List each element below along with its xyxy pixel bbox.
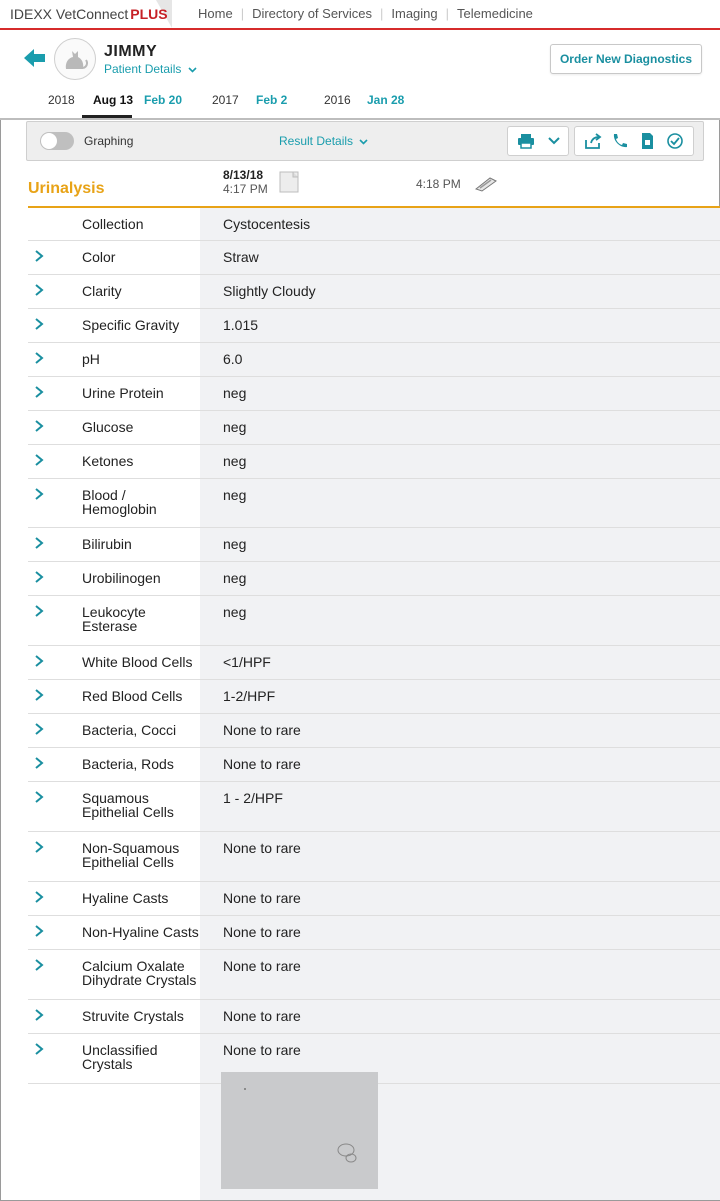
row-value: None to rare [223,958,301,974]
patient-details-dropdown[interactable] [104,62,197,76]
chevron-right-icon[interactable] [34,420,44,432]
patient-details-label: Patient Details [104,62,182,76]
chevron-down-icon[interactable] [545,133,563,149]
date-tab-year: 2017 [212,93,239,107]
row-label: Leukocyte Esterase [82,604,146,634]
row-value: 6.0 [223,351,243,367]
row-value: None to rare [223,840,301,856]
table-row[interactable] [28,479,720,528]
patient-name: JIMMY [104,43,158,60]
row-value: None to rare [223,924,301,940]
row-label: Clarity [82,283,122,299]
chevron-right-icon[interactable] [34,318,44,330]
result-details-label: Result Details [279,134,354,148]
row-label: Urobilinogen [82,570,161,586]
row-label: Bacteria, Rods [82,756,174,772]
chevron-right-icon[interactable] [34,1043,44,1055]
share-icon[interactable] [584,133,602,149]
table-row[interactable] [28,882,720,916]
row-value: Cystocentesis [223,216,311,232]
date-tab[interactable]: Feb 20 [144,93,183,107]
row-value: <1/HPF [223,654,271,670]
row-label: Bilirubin [82,536,132,552]
row-value: neg [223,385,247,401]
table-row[interactable] [28,445,720,479]
chevron-right-icon[interactable] [34,605,44,617]
row-value: None to rare [223,1042,301,1058]
brand-plus: PLUS [130,6,168,22]
chevron-right-icon[interactable] [34,925,44,937]
table-row[interactable] [28,680,720,714]
microscopy-crystal-image [221,1072,378,1189]
header-divider [0,118,720,120]
table-row[interactable] [28,596,720,646]
row-value: neg [223,453,247,469]
date-tabs [0,86,720,118]
cat-icon [55,39,95,79]
row-label: Ketones [82,453,134,469]
toggle-knob [41,133,57,149]
table-row[interactable] [28,832,720,882]
row-label: Unclassified Crystals [82,1042,158,1072]
row-label: Blood / Hemoglobin [82,487,157,517]
table-row[interactable] [28,562,720,596]
chevron-right-icon[interactable] [34,891,44,903]
nav-link[interactable]: Directory of Services [252,6,372,21]
chevron-right-icon[interactable] [34,454,44,466]
row-label: Bacteria, Cocci [82,722,177,738]
row-label: Struvite Crystals [82,1008,184,1024]
row-label: Urine Protein [82,385,164,401]
table-row[interactable] [28,646,720,680]
row-value: neg [223,604,247,620]
row-value: 1.015 [223,317,259,333]
table-row[interactable] [28,241,720,275]
row-label: Red Blood Cells [82,688,183,704]
approve-check-icon[interactable] [666,133,684,149]
microscopy-image[interactable] [221,1072,378,1189]
table-row[interactable] [28,275,720,309]
results-toolbar [26,121,704,161]
phone-icon[interactable] [611,133,629,149]
chevron-right-icon[interactable] [34,488,44,500]
row-value: neg [223,487,247,503]
chevron-right-icon[interactable] [34,791,44,803]
table-row [28,208,720,241]
table-row[interactable] [28,950,720,1000]
chevron-right-icon[interactable] [34,250,44,262]
chevron-right-icon[interactable] [34,284,44,296]
back-arrow-icon[interactable] [24,48,46,68]
table-row[interactable] [28,377,720,411]
row-value: None to rare [223,890,301,906]
chevron-right-icon[interactable] [34,959,44,971]
row-label: Non-Hyaline Casts [82,924,199,940]
chevron-right-icon[interactable] [34,352,44,364]
row-value: neg [223,419,247,435]
row-label: Specific Gravity [82,317,180,333]
avatar [54,38,96,80]
table-row[interactable] [28,916,720,950]
chevron-right-icon[interactable] [34,537,44,549]
print-icon[interactable] [517,133,535,149]
chevron-right-icon[interactable] [34,689,44,701]
chevron-right-icon[interactable] [34,757,44,769]
table-row[interactable] [28,411,720,445]
table-row[interactable] [28,1000,720,1034]
nav-links [190,6,541,21]
nav-separator: | [240,6,245,21]
print-button-group [507,126,569,156]
nav-link[interactable]: Home [198,6,233,21]
date-tab[interactable]: Jan 28 [367,93,405,107]
table-row[interactable] [28,343,720,377]
table-row[interactable] [28,714,720,748]
order-new-diagnostics-button[interactable]: Order New Diagnostics [550,44,702,74]
chevron-right-icon[interactable] [34,571,44,583]
table-row[interactable] [28,309,720,343]
section-title: Urinalysis [28,180,105,197]
results-table [28,208,720,1084]
row-label: Squamous Epithelial Cells [82,790,174,820]
chevron-down-icon [188,67,197,73]
row-label: Collection [82,216,144,232]
chevron-down-icon [359,139,368,145]
nav-separator: | [445,6,450,21]
chevron-right-icon[interactable] [34,655,44,667]
result-details-dropdown[interactable] [279,134,368,148]
table-row[interactable] [28,748,720,782]
brand-logo[interactable] [10,6,168,22]
chevron-right-icon[interactable] [34,386,44,398]
table-row[interactable] [28,528,720,562]
graphing-toggle[interactable] [40,132,74,150]
date-tab[interactable]: Feb 2 [256,93,288,107]
row-value: None to rare [223,722,301,738]
chevron-right-icon[interactable] [34,841,44,853]
row-label: Color [82,249,116,265]
row-value: neg [223,570,247,586]
row-value: Slightly Cloudy [223,283,316,299]
row-label: White Blood Cells [82,654,193,670]
brand-name: IDEXX VetConnect [10,6,129,22]
row-value: neg [223,536,247,552]
top-nav [0,0,720,30]
row-value: None to rare [223,756,301,772]
result-time: 4:18 PM [416,177,461,191]
share-button-group [574,126,694,156]
chevron-right-icon[interactable] [34,1009,44,1021]
graphing-label: Graphing [84,134,134,148]
date-tab-year: 2018 [48,93,75,107]
row-value: Straw [223,249,259,265]
row-label: Non-Squamous Epithelial Cells [82,840,180,870]
analyzer-device-icon[interactable] [474,176,498,192]
document-icon[interactable] [279,171,299,193]
chevron-right-icon[interactable] [34,723,44,735]
row-label: Calcium Oxalate Dihydrate Crystals [82,958,197,988]
nav-separator: | [380,6,384,21]
row-value: None to rare [223,1008,301,1024]
table-row[interactable] [28,782,720,832]
nav-link[interactable]: Imaging [391,6,438,21]
date-tab[interactable]: Aug 13 [93,93,134,107]
save-document-icon[interactable] [638,133,656,149]
row-value: 1-2/HPF [223,688,276,704]
row-value: 1 - 2/HPF [223,790,283,806]
row-label: pH [82,351,100,367]
result-date: 8/13/18 [223,168,264,182]
row-label: Glucose [82,419,134,435]
date-tab-year: 2016 [324,93,351,107]
row-label: Hyaline Casts [82,890,169,906]
nav-link[interactable]: Telemedicine [457,6,533,21]
result-time: 4:17 PM [223,182,268,196]
